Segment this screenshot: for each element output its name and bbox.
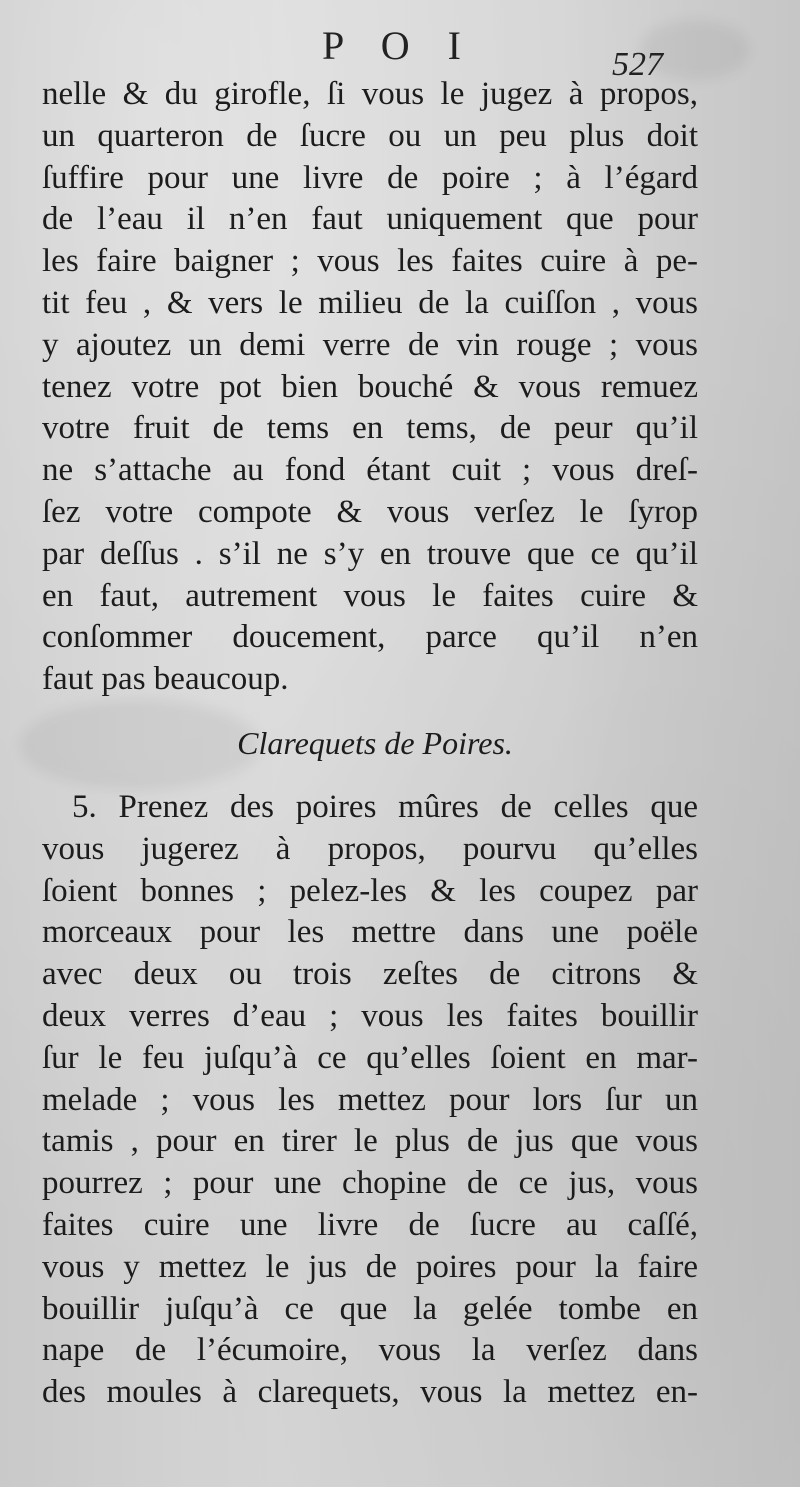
page-body — [42, 74, 698, 1414]
text-line: en faut, autrement vous le faites cuire & — [42, 577, 698, 614]
text-line: ſuffire pour une livre de poire ; à l’égard — [42, 159, 698, 196]
text-line: vous jugerez à propos, pourvu qu’elles — [42, 830, 698, 867]
text-line: de l’eau il n’en faut uniquement que pour — [42, 201, 698, 238]
text-line: un quarteron de ſucre ou un peu plus doit — [42, 117, 698, 154]
section-heading: Clarequets de Poires. — [237, 724, 513, 761]
text-line: ſur le feu juſqu’à ce qu’elles ſoient en mar- — [42, 1039, 698, 1076]
text-line: conſommer doucement, parce qu’il n’en — [42, 619, 698, 656]
text-line: votre fruit de tems en tems, de peur qu’il — [42, 410, 698, 447]
text-line: bouillir juſqu’à ce que la gelée tombe en — [42, 1290, 698, 1327]
text-line: pourrez ; pour une chopine de ce jus, vous — [42, 1165, 698, 1202]
text-line: morceaux pour les mettre dans une poële — [42, 914, 698, 951]
text-line: tenez votre pot bien bouché & vous remuez — [42, 368, 698, 405]
text-line: ne s’attache au fond étant cuit ; vous dreſ- — [42, 452, 698, 489]
text-line: melade ; vous les mettez pour lors ſur un — [42, 1081, 698, 1118]
text-line: y ajoutez un demi verre de vin rouge ; vous — [42, 326, 698, 363]
text-line: tit feu , & vers le milieu de la cuiſſon , vous — [42, 284, 698, 321]
paragraph-clarequets — [42, 787, 698, 1414]
text-line: ſoient bonnes ; pelez-les & les coupez par — [42, 872, 698, 909]
page-number: 527 — [612, 46, 663, 83]
text-line: par deſſus . s’il ne s’y en trouve que ce qu’il — [42, 535, 698, 572]
text-line: faites cuire une livre de ſucre au caſſé, — [42, 1206, 698, 1243]
text-line: les faire baigner ; vous les faites cuire à pe- — [42, 243, 698, 280]
text-line: tamis , pour en tirer le plus de jus que vous — [42, 1123, 698, 1160]
text-line: faut pas beaucoup. — [42, 661, 289, 698]
running-head — [0, 22, 800, 83]
text-line: deux verres d’eau ; vous les faites bouillir — [42, 997, 698, 1034]
text-line: vous y mettez le jus de poires pour la faire — [42, 1248, 698, 1285]
text-line: ſez votre compote & vous verſez le ſyrop — [42, 493, 698, 530]
running-head-title: P O I — [322, 23, 475, 68]
text-line: des moules à clarequets, vous la mettez en- — [42, 1374, 698, 1411]
text-line: nape de l’écumoire, vous la verſez dans — [42, 1332, 698, 1369]
text-line: avec deux ou trois zeſtes de citrons & — [42, 956, 698, 993]
text-line: nelle & du girofle, ſi vous le jugez à propos, — [42, 76, 698, 112]
text-line: 5. Prenez des poires mûres de celles que — [72, 788, 698, 825]
paragraph-compote — [42, 74, 698, 701]
